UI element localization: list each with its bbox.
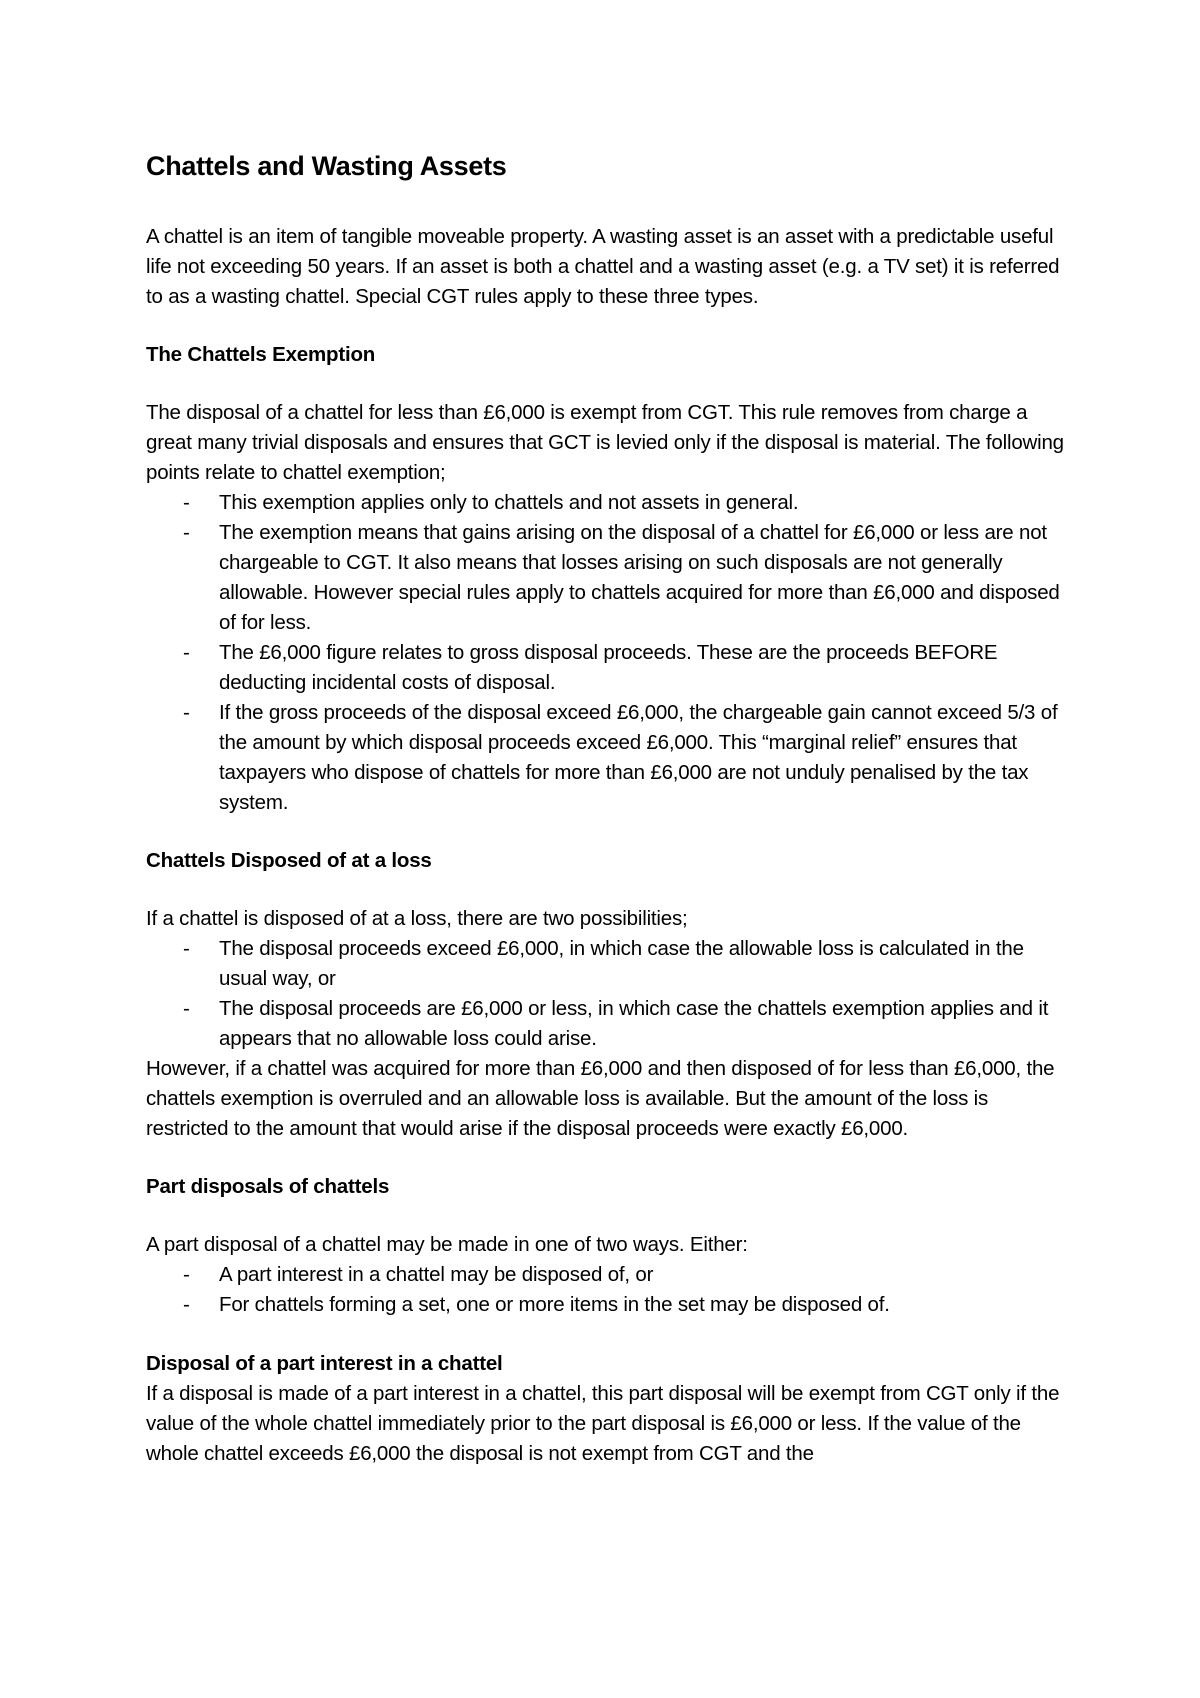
dash-marker: - — [183, 1263, 190, 1286]
dash-marker: - — [183, 521, 190, 544]
list-item — [146, 518, 1066, 638]
list-item-text: A part interest in a chattel may be disposed of, or — [219, 1263, 654, 1286]
loss-paragraph: If a chattel is disposed of at a loss, there are two possibilities; — [146, 907, 688, 930]
section-heading-part-disposals: Part disposals of chattels — [146, 1175, 390, 1198]
section-heading-chattels-exemption: The Chattels Exemption — [146, 343, 376, 366]
part-points-list — [146, 1260, 1066, 1320]
list-item — [146, 1260, 1066, 1290]
list-item — [146, 994, 1066, 1054]
dash-marker: - — [183, 997, 190, 1020]
list-item — [146, 488, 1066, 518]
section-heading-part-interest: Disposal of a part interest in a chattel — [146, 1352, 503, 1375]
dash-marker: - — [183, 491, 190, 514]
list-item-text: The £6,000 figure relates to gross disposal proceeds. These are the proceeds BEFORE deducting incidental costs of disposal. — [219, 641, 998, 694]
intro-paragraph: A chattel is an item of tangible moveable property. A wasting asset is an asset with a predictable useful life not exceeding 50 years. If an asset is both a chattel and a wasting asset (e.g. a TV set) it is referred to as a wasting chattel. Special CGT rules apply to these three types. — [146, 225, 1060, 308]
list-item — [146, 638, 1066, 698]
list-item-text: The disposal proceeds are £6,000 or less, in which case the chattels exemption applies and it appears that no allowable loss could arise. — [219, 997, 1049, 1050]
dash-marker: - — [183, 641, 190, 664]
exemption-points-list — [146, 488, 1066, 818]
list-item — [146, 698, 1066, 818]
exemption-paragraph: The disposal of a chattel for less than £6,000 is exempt from CGT. This rule removes from charge a great many trivial disposals and ensures that GCT is levied only if the disposal is material. The following points relate to chattel exemption; — [146, 401, 1064, 484]
dash-marker: - — [183, 701, 190, 724]
list-item — [146, 1290, 1066, 1320]
section-heading-chattels-loss: Chattels Disposed of at a loss — [146, 849, 432, 872]
document-page — [146, 140, 1066, 1469]
dash-marker: - — [183, 937, 190, 960]
document-title: Chattels and Wasting Assets — [146, 151, 507, 181]
part-paragraph: A part disposal of a chattel may be made in one of two ways. Either: — [146, 1233, 748, 1256]
list-item-text: The disposal proceeds exceed £6,000, in which case the allowable loss is calculated in the usual way, or — [219, 937, 1024, 990]
loss-after-paragraph: However, if a chattel was acquired for more than £6,000 and then disposed of for less than £6,000, the chattels exemption is overruled and an allowable loss is available. But the amount of the loss is restricted to the amount that would arise if the disposal proceeds were exactly £6,000. — [146, 1057, 1055, 1140]
loss-points-list — [146, 934, 1066, 1054]
list-item — [146, 934, 1066, 994]
list-item-text: For chattels forming a set, one or more items in the set may be disposed of. — [219, 1293, 890, 1316]
part-interest-paragraph: If a disposal is made of a part interest in a chattel, this part disposal will be exempt from CGT only if the value of the whole chattel immediately prior to the part disposal is £6,000 or less. If the value of the whole chattel exceeds £6,000 the disposal is not exempt from CGT and the — [146, 1382, 1060, 1465]
list-item-text: This exemption applies only to chattels and not assets in general. — [219, 491, 799, 514]
list-item-text: If the gross proceeds of the disposal exceed £6,000, the chargeable gain cannot exceed 5/3 of the amount by which disposal proceeds exceed £6,000. This “marginal relief” ensures that taxpayers who dispose of chattels for more than £6,000 are not unduly penalised by the tax system. — [219, 701, 1058, 814]
dash-marker: - — [183, 1293, 190, 1316]
list-item-text: The exemption means that gains arising on the disposal of a chattel for £6,000 or less are not chargeable to CGT. It also means that losses arising on such disposals are not generally allowable. However special rules apply to chattels acquired for more than £6,000 and disposed of for less. — [219, 521, 1060, 634]
